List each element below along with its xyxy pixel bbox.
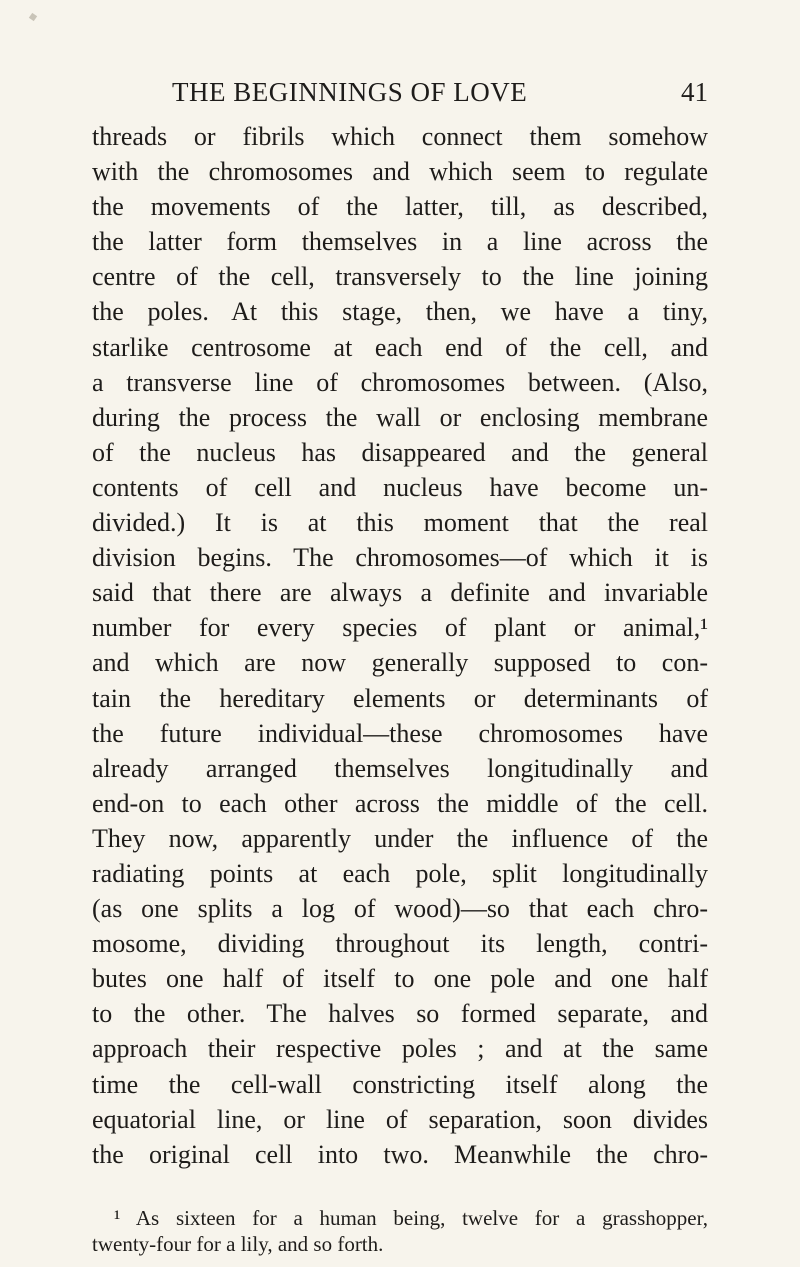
body-text: [92, 119, 708, 1172]
text-line: time the cell-wall constricting itself along the: [92, 1069, 708, 1099]
text-line: a transverse line of chromosomes between. (Also,: [92, 367, 708, 397]
text-line: mosome, dividing throughout its length, contri-: [92, 929, 708, 959]
text-line: division begins. The chromosomes—of which it is: [92, 543, 708, 573]
footnote-line: twenty-four for a lily, and so forth.: [92, 1232, 384, 1256]
text-line: (as one splits a log of wood)—so that each chro-: [92, 894, 708, 924]
text-line: contents of cell and nucleus have become un-: [92, 472, 708, 502]
text-line: already arranged themselves longitudinally and: [92, 753, 708, 783]
page-number: 41: [681, 77, 708, 107]
text-line: the latter form themselves in a line across the: [92, 227, 708, 257]
text-line: the poles. At this stage, then, we have a tiny,: [92, 297, 708, 327]
text-line: number for every species of plant or animal,¹: [92, 613, 708, 643]
text-line: threads or fibrils which connect them somehow: [92, 122, 708, 151]
text-line: starlike centrosome at each end of the cell, and: [92, 332, 708, 362]
text-line: said that there are always a definite and invariable: [92, 578, 708, 608]
running-head: [172, 72, 708, 112]
text-line: radiating points at each pole, split longitudinally: [92, 858, 708, 888]
text-line: to the other. The halves so formed separate, and: [92, 999, 708, 1029]
text-line: tain the hereditary elements or determinants of: [92, 683, 708, 713]
text-line: end-on to each other across the middle of the cell.: [92, 788, 708, 818]
text-line: They now, apparently under the influence of the: [92, 823, 708, 853]
text-line: the future individual—these chromosomes have: [92, 718, 708, 748]
text-line: the original cell into two. Meanwhile the chro-: [92, 1139, 708, 1169]
text-line: and which are now generally supposed to con-: [92, 648, 708, 678]
text-line: the movements of the latter, till, as described,: [92, 192, 708, 222]
text-line: divided.) It is at this moment that the real: [92, 508, 708, 538]
page-speck: [29, 13, 37, 21]
running-title: THE BEGINNINGS OF LOVE: [172, 77, 528, 107]
text-line: equatorial line, or line of separation, soon divides: [92, 1104, 708, 1134]
text-line: during the process the wall or enclosing membrane: [92, 402, 708, 432]
text-line: of the nucleus has disappeared and the general: [92, 437, 708, 467]
text-line: centre of the cell, transversely to the line joining: [92, 262, 708, 292]
text-line: approach their respective poles ; and at the same: [92, 1034, 708, 1064]
footnote-line: ¹ As sixteen for a human being, twelve for a grasshopper,: [114, 1206, 708, 1230]
text-line: butes one half of itself to one pole and one half: [92, 964, 708, 994]
footnote: [92, 1205, 708, 1257]
text-line: with the chromosomes and which seem to regulate: [92, 157, 708, 187]
